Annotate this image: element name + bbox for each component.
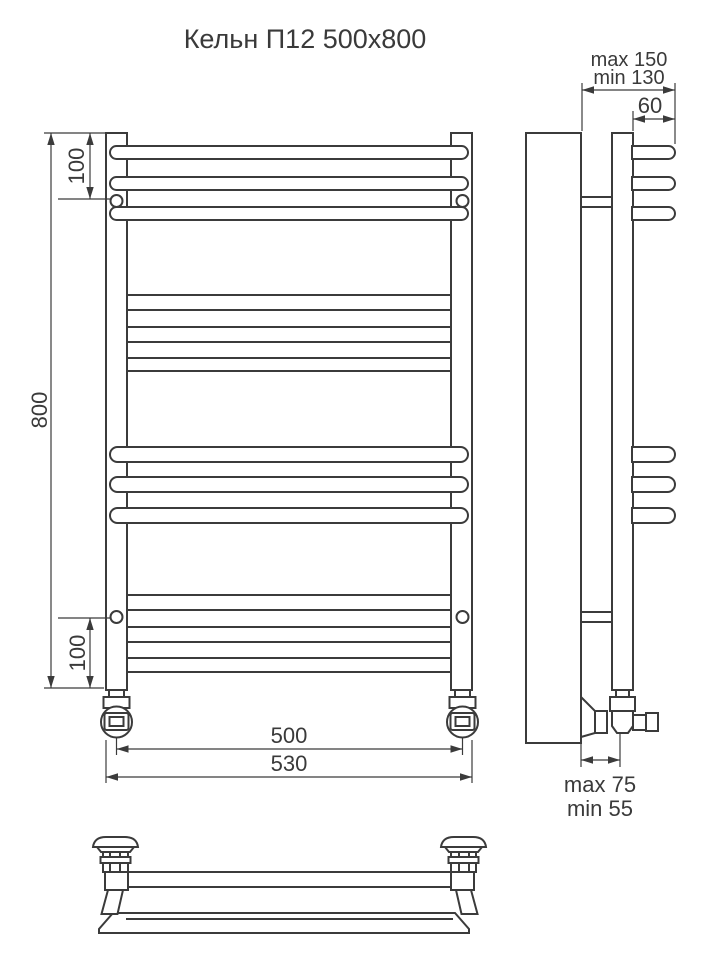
dim-valve-min-label: min 55: [566, 796, 634, 821]
drawing-title: Кельн П12 500x800: [183, 24, 427, 54]
dim-bar-offset-label: 60: [637, 93, 663, 118]
dim-height-label: 800: [27, 391, 52, 429]
front-right-valve-fitting: [447, 690, 478, 738]
plan-front-bar: [99, 913, 469, 933]
dim-top-offset-label: 100: [64, 147, 89, 185]
wall: [526, 133, 581, 743]
dim-valve-max-label: max 75: [563, 772, 637, 797]
dim-bottom-offset-label: 100: [65, 634, 90, 672]
side-top-bracket: [581, 197, 612, 207]
side-bottom-bracket: [581, 612, 612, 622]
front-left-valve-fitting: [101, 690, 132, 738]
dim-overall-width-label: 530: [270, 751, 308, 776]
dim-depth-max-label: max 150: [590, 49, 668, 71]
dim-axis-width-label: 500: [270, 723, 308, 748]
dim-depth-min-label: min 130: [593, 67, 665, 89]
side-post: [612, 133, 633, 690]
